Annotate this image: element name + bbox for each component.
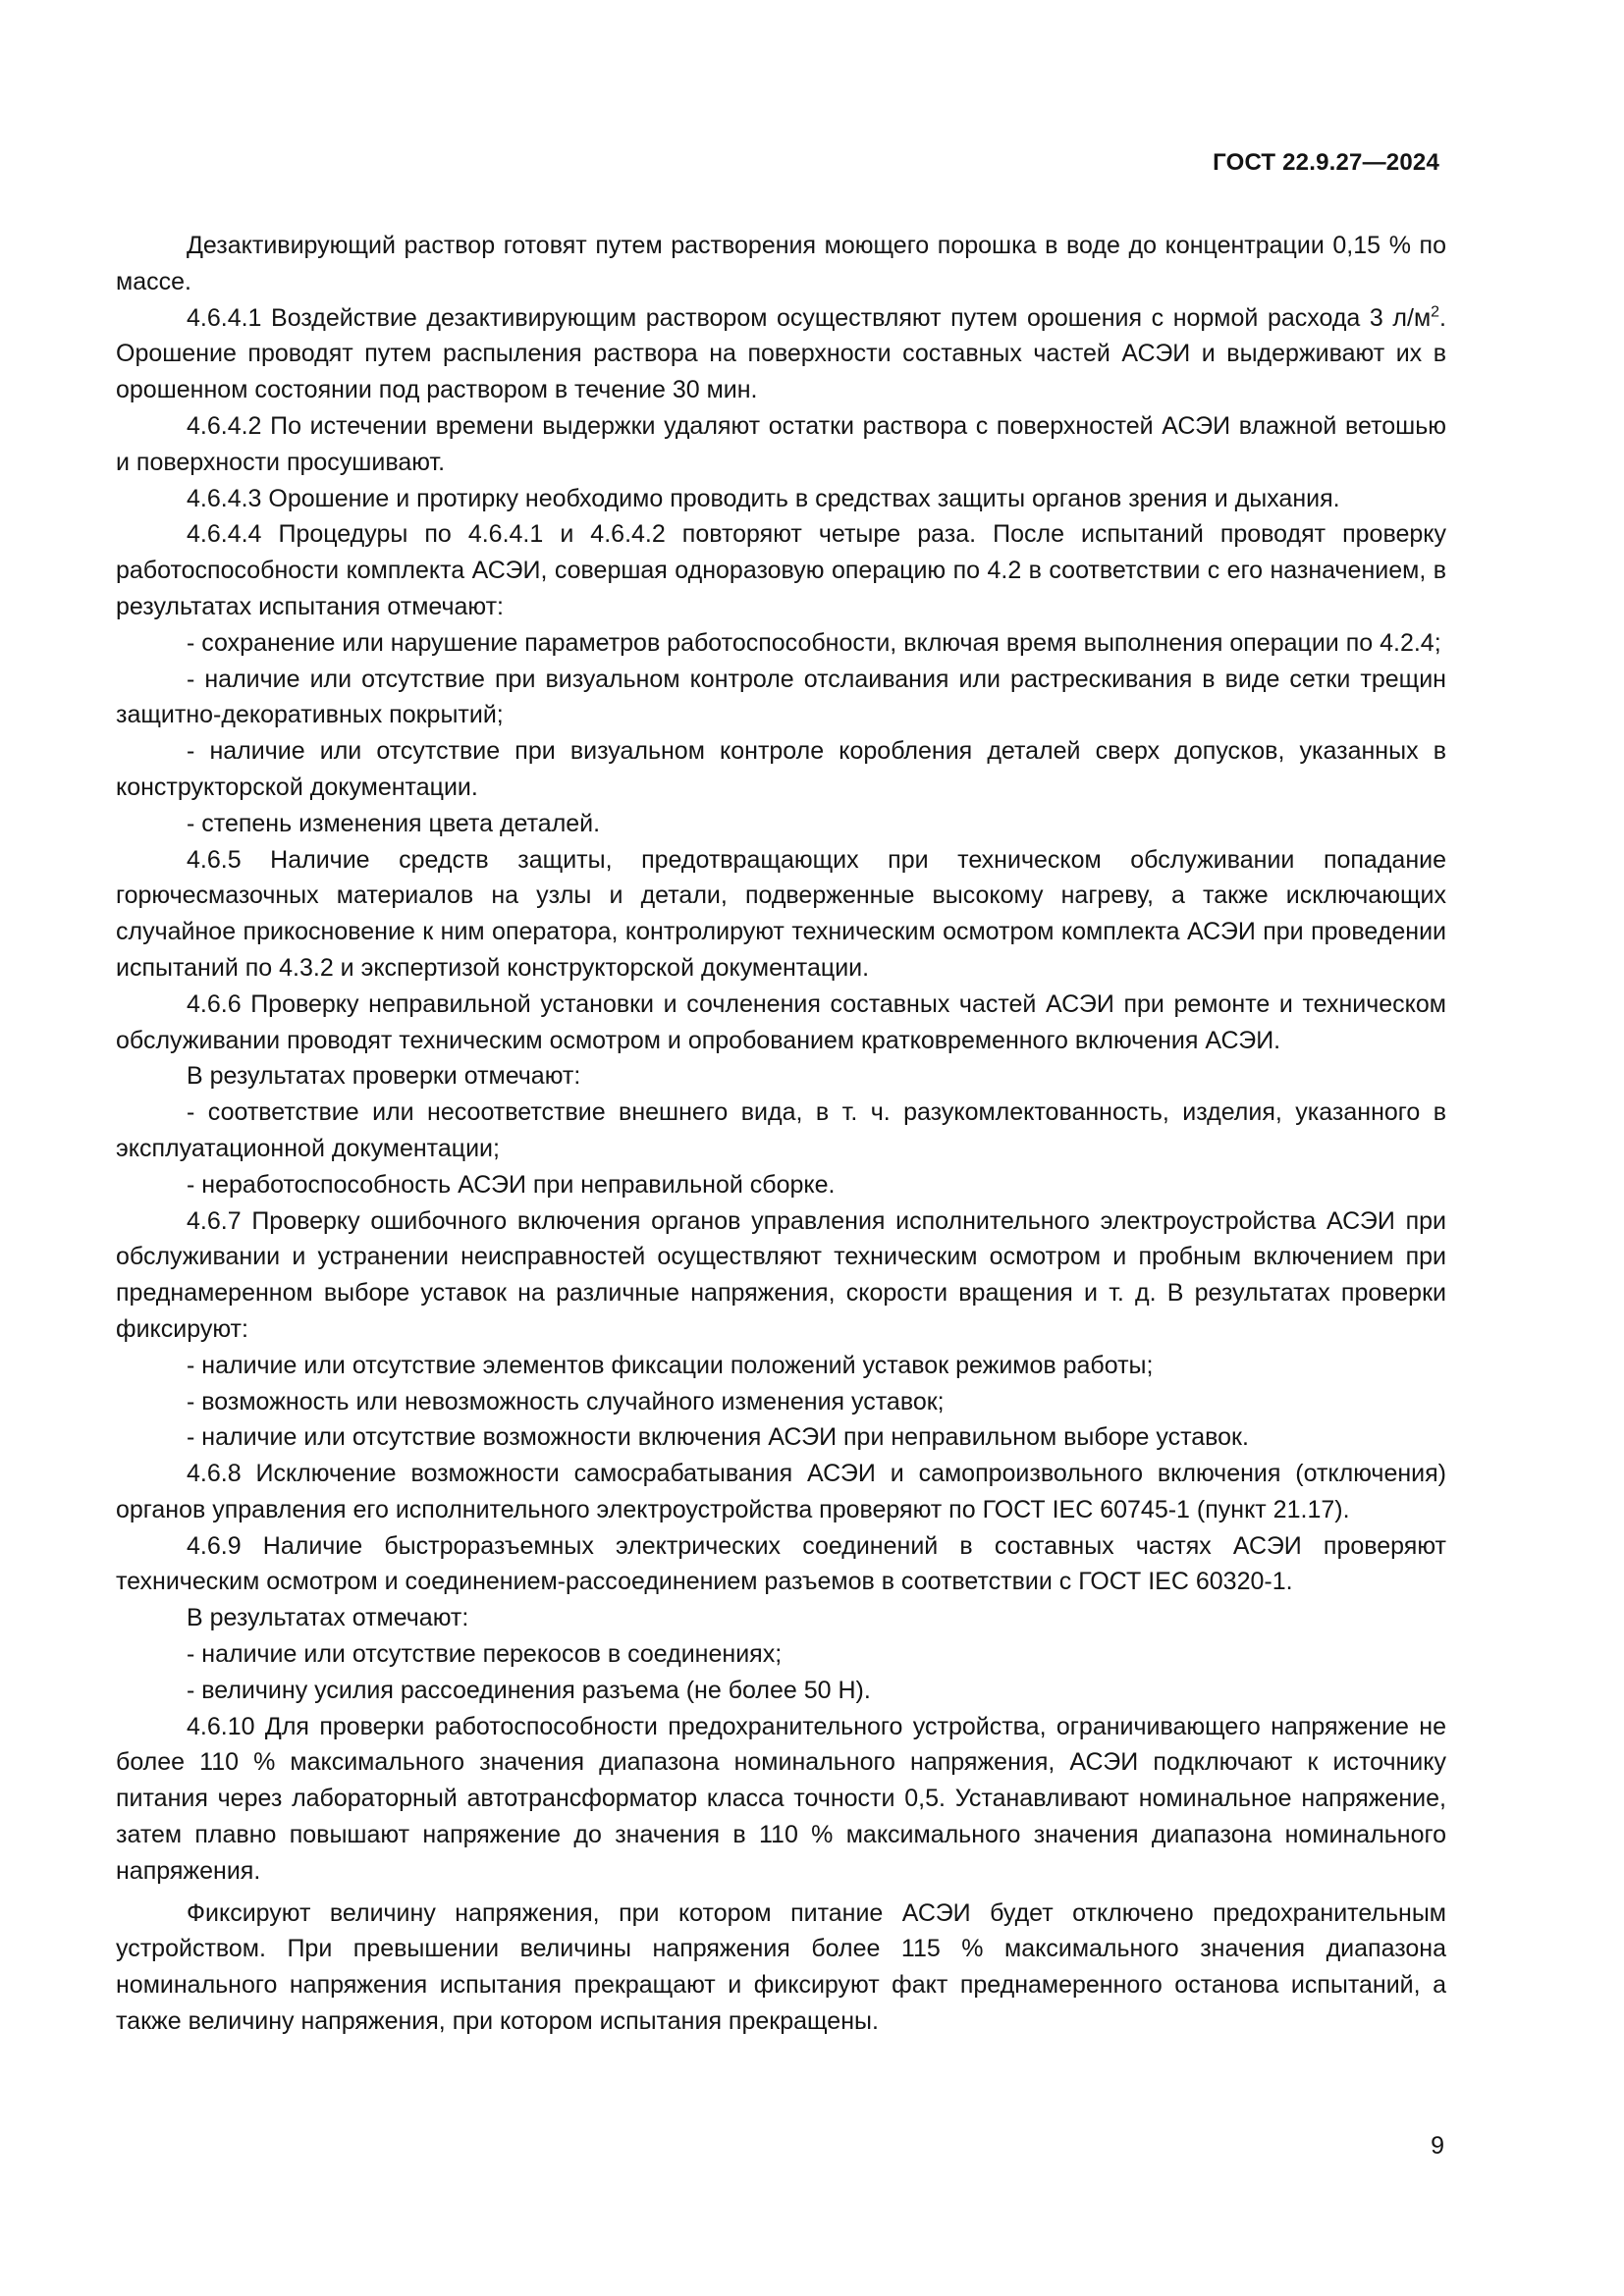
paragraph: 4.6.4.2 По истечении времени выдержки удаляют остатки раствора с поверхностей АСЭИ влажной ветошью и поверхности просушивают.: [116, 411, 1446, 476]
list-item: - наличие или отсутствие при визуальном контроле отслаивания или растрескивания в виде сетки трещин защитно-декоративных покрытий;: [116, 665, 1446, 729]
superscript: 2: [1431, 303, 1440, 321]
list-item: - возможность или невозможность случайного изменения уставок;: [187, 1387, 945, 1415]
paragraph: 4.6.6 Проверку неправильной установки и сочленения составных частей АСЭИ при ремонте и техническом обслуживании проводят техническим осмотром и опробованием кратковременного включения АСЭИ.: [116, 989, 1446, 1054]
paragraph: [116, 300, 1446, 408]
paragraph: 4.6.7 Проверку ошибочного включения органов управления исполнительного электроустройства АСЭИ при обслуживании и устранении неисправностей осуществляют техническим осмотром и пробным включением при преднамеренном выборе уставок на различные напряжения, скорости вращения и т. д. В результатах проверки фиксируют:: [116, 1206, 1446, 1343]
paragraph: 4.6.4.4 Процедуры по 4.6.4.1 и 4.6.4.2 повторяют четыре раза. После испытаний проводят проверку работоспособности комплекта АСЭИ, совершая одноразовую операцию по 4.2 в соответствии с его назначением, в результатах испытания отмечают:: [116, 520, 1446, 620]
list-item: - величину усилия рассоединения разъема (не более 50 Н).: [187, 1676, 871, 1704]
paragraph-text: 4.6.4.1 Воздействие дезактивирующим раствором осуществляют путем орошения с нормой расхода 3 л/м: [187, 303, 1432, 332]
list-item: - неработоспособность АСЭИ при неправильной сборке.: [187, 1170, 836, 1199]
list-item: - наличие или отсутствие при визуальном контроле коробления деталей сверх допусков, указанных в конструкторской документации.: [116, 737, 1446, 801]
document-body: [116, 228, 1446, 2040]
paragraph: Дезактивирующий раствор готовят путем растворения моющего порошка в воде до концентрации 0,15 % по массе.: [116, 232, 1446, 295]
standard-code-header: ГОСТ 22.9.27—2024: [1213, 149, 1439, 176]
list-item: - наличие или отсутствие элементов фиксации положений уставок режимов работы;: [187, 1351, 1154, 1379]
list-item: - сохранение или нарушение параметров работоспособности, включая время выполнения операции по 4.2.4;: [187, 628, 1441, 657]
paragraph: 4.6.8 Исключение возможности самосрабатывания АСЭИ и самопроизвольного включения (отключения) органов управления его исполнительного электроустройства проверяют по ГОСТ IEC 60745-1 (пункт 21.17).: [116, 1460, 1446, 1523]
list-item: - наличие или отсутствие перекосов в соединениях;: [187, 1640, 783, 1669]
paragraph: 4.6.4.3 Орошение и протирку необходимо проводить в средствах защиты органов зрения и дыхания.: [187, 484, 1340, 512]
paragraph: 4.6.9 Наличие быстроразъемных электрических соединений в составных частях АСЭИ проверяют техническим осмотром и соединением-рассоединением разъемов в соответствии с ГОСТ IEC 60320-1.: [116, 1531, 1446, 1596]
page-number: 9: [1431, 2132, 1444, 2160]
list-item: - наличие или отсутствие возможности включения АСЭИ при неправильном выборе уставок.: [187, 1423, 1249, 1452]
paragraph: 4.6.10 Для проверки работоспособности предохранительного устройства, ограничивающего напряжение не более 110 % максимального значения диапазона номинального напряжения, АСЭИ подключают к источнику питания через лабораторный автотрансформатор класса точности 0,5. Устанавливают номинальное напряжение, затем плавно повышают напряжение до значения в 110 % максимального значения диапазона номинального напряжения.: [116, 1712, 1446, 1885]
paragraph: В результатах отмечают:: [187, 1604, 469, 1632]
list-item: - соответствие или несоответствие внешнего вида, в т. ч. разукомлектованность, изделия, указанного в эксплуатационной документации;: [116, 1098, 1446, 1162]
paragraph: 4.6.5 Наличие средств защиты, предотвращающих при техническом обслуживании попадание горючесмазочных материалов на узлы и детали, подверженные высокому нагреву, а также исключающих случайное прикосновение к ним оператора, контролируют техническим осмотром комплекта АСЭИ при проведении испытаний по 4.3.2 и экспертизой конструкторской документации.: [116, 845, 1446, 982]
list-item: - степень изменения цвета деталей.: [187, 809, 601, 837]
paragraph: В результатах проверки отмечают:: [187, 1062, 581, 1091]
paragraph: Фиксируют величину напряжения, при котором питание АСЭИ будет отключено предохранительным устройством. При превышении величины напряжения более 115 % максимального значения диапазона номинального напряжения испытания прекращают и фиксируют факт преднамеренного останова испытаний, а также величину напряжения, при котором испытания прекращены.: [116, 1898, 1446, 2036]
paragraph-text: . Орошение проводят путем распыления раствора на поверхности составных частей АСЭИ и выдерживают их в орошенном состоянии под раствором в течение 30 мин.: [116, 303, 1446, 404]
